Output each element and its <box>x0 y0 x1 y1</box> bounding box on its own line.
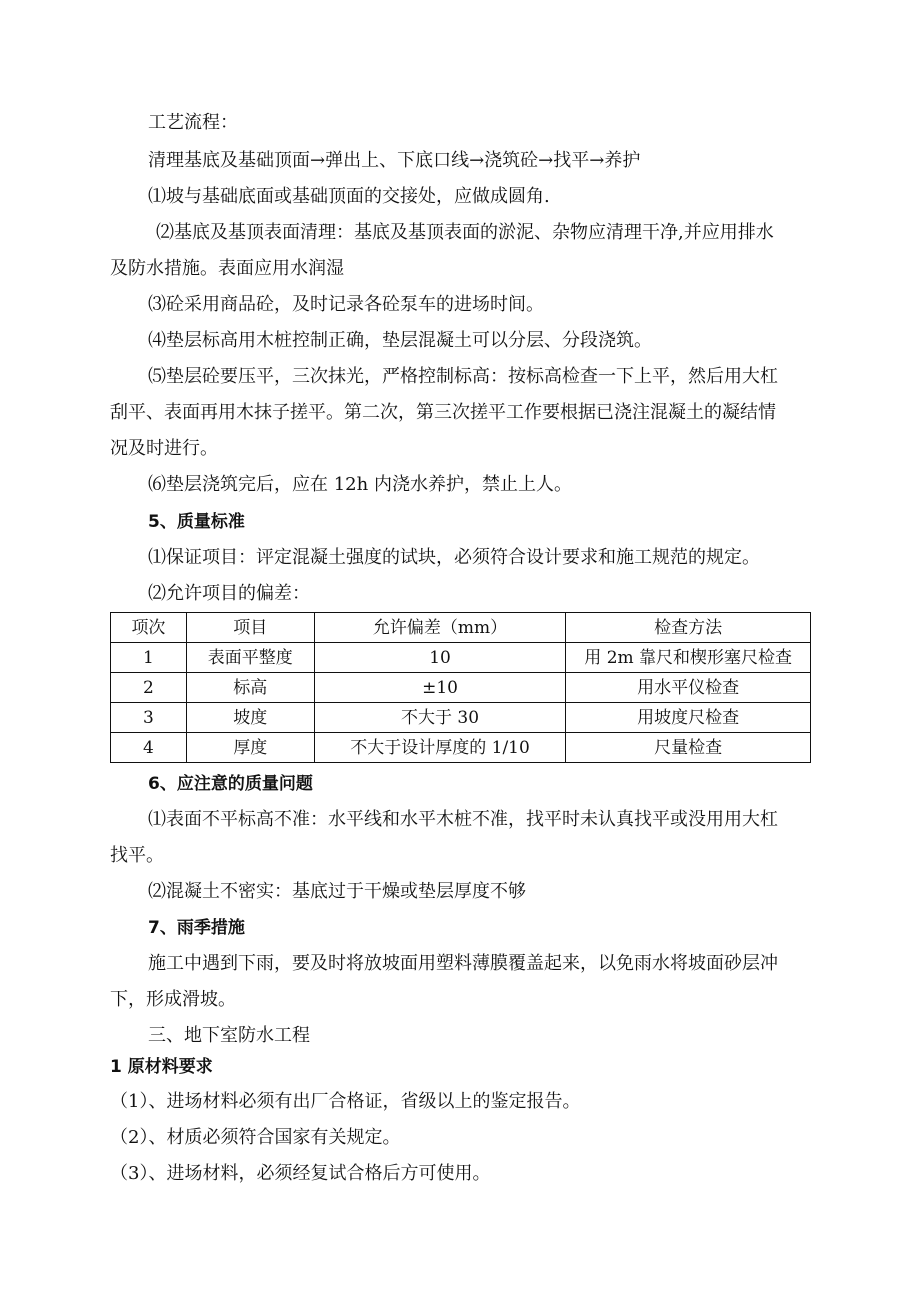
table-cell: ±10 <box>314 673 566 703</box>
table-cell: 2 <box>111 673 187 703</box>
table-cell: 标高 <box>186 673 314 703</box>
flow-title: 工艺流程： <box>148 112 238 133</box>
rain-line-2: 下，形成滑坡。 <box>110 989 236 1010</box>
header-cell: 项次 <box>111 613 187 643</box>
table-row <box>111 643 811 673</box>
table-row <box>111 673 811 703</box>
header-cell: 允许偏差（mm） <box>314 613 566 643</box>
table-cell: 厚度 <box>186 733 314 763</box>
step-3: ⑶砼采用商品砼，及时记录各砼泵车的进场时间。 <box>148 294 544 315</box>
header-cell: 项目 <box>186 613 314 643</box>
flow-sequence: 清理基底及基础顶面→弹出上、下底口线→浇筑砼→找平→养护 <box>148 150 641 171</box>
step-2-line-1: ⑵基底及基顶表面清理：基底及基顶表面的淤泥、杂物应清理干净,并应用排水 <box>156 222 774 243</box>
step-6: ⑹垫层浇筑完后，应在 12h 内浇水养护，禁止上人。 <box>148 474 572 495</box>
quality-heading: 5、质量标准 <box>148 512 245 532</box>
issues-heading: 6、应注意的质量问题 <box>148 774 313 794</box>
table-cell: 用水平仪检查 <box>566 673 811 703</box>
step-4: ⑷垫层标高用木桩控制正确，垫层混凝土可以分层、分段浇筑。 <box>148 330 652 351</box>
quality-guarantee: ⑴保证项目：评定混凝土强度的试块，必须符合设计要求和施工规范的规定。 <box>148 547 760 568</box>
step-5-line-2: 刮平、表面再用木抹子搓平。第二次，第三次搓平工作要根据已浇注混凝土的凝结情 <box>110 402 776 423</box>
rain-line-1: 施工中遇到下雨，要及时将放坡面用塑料薄膜覆盖起来，以免雨水将坡面砂层冲 <box>148 953 778 974</box>
table-cell: 用 2m 靠尺和楔形塞尺检查 <box>566 643 811 673</box>
issue-1-line-1: ⑴表面不平标高不准：水平线和水平木桩不准，找平时未认真找平或没用用大杠 <box>148 809 778 830</box>
deviation-table <box>110 612 811 763</box>
table-cell: 3 <box>111 703 187 733</box>
issue-2: ⑵混凝土不密实：基底过于干燥或垫层厚度不够 <box>148 881 526 902</box>
table-row <box>111 703 811 733</box>
basement-heading: 三、地下室防水工程 <box>148 1025 310 1046</box>
table-cell: 不大于 30 <box>314 703 566 733</box>
table-row <box>111 733 811 763</box>
step-5-line-3: 况及时进行。 <box>110 438 218 459</box>
table-cell: 10 <box>314 643 566 673</box>
material-req-1: （1）、进场材料必须有出厂合格证，省级以上的鉴定报告。 <box>110 1091 581 1112</box>
material-req-3: （3）、进场材料，必须经复试合格后方可使用。 <box>110 1163 491 1184</box>
step-1: ⑴坡与基础底面或基础顶面的交接处，应做成圆角. <box>148 186 550 207</box>
material-req-2: （2）、材质必须符合国家有关规定。 <box>110 1127 401 1148</box>
step-2-line-2: 及防水措施。表面应用水润湿 <box>110 258 344 279</box>
materials-subheading: 1 原材料要求 <box>110 1057 213 1077</box>
issue-1-line-2: 找平。 <box>110 845 164 866</box>
table-cell: 尺量检查 <box>566 733 811 763</box>
table-cell: 不大于设计厚度的 1/10 <box>314 733 566 763</box>
header-cell: 检查方法 <box>566 613 811 643</box>
table-cell: 表面平整度 <box>186 643 314 673</box>
quality-allowance: ⑵允许项目的偏差： <box>148 583 310 604</box>
table-header-row <box>111 613 811 643</box>
table-cell: 用坡度尺检查 <box>566 703 811 733</box>
rain-heading: 7、雨季措施 <box>148 918 245 938</box>
table-cell: 1 <box>111 643 187 673</box>
table-cell: 4 <box>111 733 187 763</box>
table-cell: 坡度 <box>186 703 314 733</box>
step-5-line-1: ⑸垫层砼要压平，三次抹光，严格控制标高：按标高检查一下上平，然后用大杠 <box>148 366 778 387</box>
